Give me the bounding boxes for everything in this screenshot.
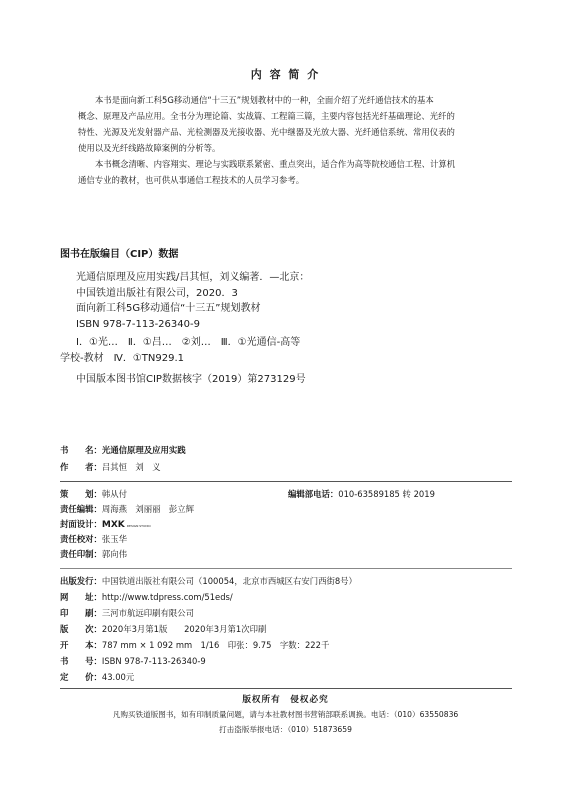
format-row <box>60 639 329 651</box>
edition-value: 2020年3月第1版 2020年3月第1次印刷 <box>101 624 267 634</box>
proofreader-row <box>60 533 127 545</box>
divider <box>60 481 512 482</box>
cover-design-row <box>60 518 151 530</box>
isbn-value: ISBN 978-7-113-26340-9 <box>101 656 206 666</box>
proofreader-label: 责任校对： <box>60 534 102 544</box>
cip-line: 中国铁道出版社有限公司，2020．3 <box>76 287 238 299</box>
print-supervisor-label: 责任印制： <box>60 549 102 559</box>
format-value: 787 mm × 1 092 mm 1/16 印张：9.75 字数：222千 <box>101 640 330 650</box>
print-supervisor-value: 郭向伟 <box>101 549 127 559</box>
isbn-label: 书 号： <box>60 656 102 666</box>
price-row <box>60 671 134 683</box>
summary-title: 内 容 简 介 <box>250 68 321 81</box>
summary-line: 本书是面向新工科5G移动通信“十三五”规划教材中的一种，全面介绍了光纤通信技术的基本 <box>95 95 434 105</box>
book-title-value: 光通信原理及应用实践 <box>101 445 186 455</box>
publisher-value: 中国铁道出版社有限公司（100054，北京市西城区右安门西街8号） <box>101 576 357 586</box>
responsible-editor-value: 周海燕 刘丽丽 彭立辉 <box>101 504 194 514</box>
format-label: 开 本： <box>60 640 102 650</box>
cip-heading: 图书在版编目（CIP）数据 <box>60 249 179 260</box>
responsible-editor-label: 责任编辑： <box>60 504 102 514</box>
summary-line: 通信专业的教材，也可供从事通信工程技术的人员学习参考。 <box>78 175 305 185</box>
printer-value: 三河市航远印刷有限公司 <box>101 608 194 618</box>
copyright-line: 版权所有 侵权必究 <box>242 695 329 705</box>
phone-label: 编辑部电话： <box>288 489 339 499</box>
book-author-row <box>60 461 161 473</box>
phone-value: 010-63589185 转 2019 <box>338 489 435 499</box>
planning-label: 策 划： <box>60 489 102 499</box>
cip-line: 面向新工科5G移动通信“十三五”规划教材 <box>76 303 261 314</box>
cip-core-number <box>60 372 306 388</box>
printer-row <box>60 607 194 619</box>
cip-entry <box>60 270 309 332</box>
edition-row <box>60 623 266 635</box>
cip-line: Ⅰ．①光… Ⅱ．①吕… ②刘… Ⅲ．①光通信-高等 <box>76 337 301 348</box>
summary-line: 使用以及光纤线路故障案例的分析等。 <box>78 143 221 153</box>
print-supervisor-row <box>60 548 127 560</box>
proofreader-value: 张玉华 <box>101 534 127 544</box>
cover-design-suffix: DESIGN STUDIO <box>126 524 151 528</box>
cover-design-value: MXK <box>101 520 125 530</box>
cip-line: ISBN 978-7-113-26340-9 <box>76 318 200 330</box>
book-author-value: 吕其恒 刘 义 <box>101 462 161 472</box>
divider <box>60 688 512 689</box>
summary-line: 概念、原理及产品应用。全书分为理论篇、实战篇、工程篇三篇，主要内容包括光纤基础理论、光纤的 <box>78 111 455 121</box>
book-title-row <box>60 444 186 456</box>
isbn-row <box>60 655 206 667</box>
cover-design-label: 封面设计： <box>60 519 102 529</box>
price-value: 43.00元 <box>101 672 135 682</box>
publisher-row <box>60 575 357 587</box>
edition-label: 版 次： <box>60 624 102 634</box>
summary-line: 本书概念清晰、内容翔实、理论与实践联系紧密、重点突出，适合作为高等院校通信工程、计算机 <box>95 159 456 169</box>
summary-line: 特性、光源及光发射器产品、光检测器及光接收器、光中继器及光放大器、光纤通信系统、常用仪表的 <box>78 127 455 137</box>
cip-line: 学校-教材 Ⅳ．①TN929.1 <box>60 352 185 364</box>
phone-row <box>288 488 435 500</box>
quality-notice: 凡购买铁道版图书，如有印制质量问题，请与本社教材图书营销部联系调换。电话：（010）63550836 <box>112 710 459 719</box>
printer-label: 印 刷： <box>60 608 102 618</box>
book-title-label: 书 名： <box>60 445 102 455</box>
cip-line: 光通信原理及应用实践/吕其恒，刘义编著．—北京： <box>76 272 310 283</box>
responsible-editor-row <box>60 503 194 515</box>
website-value: http://www.tdpress.com/51eds/ <box>101 592 233 602</box>
publisher-label: 出版发行： <box>60 576 102 586</box>
price-label: 定 价： <box>60 672 102 682</box>
website-label: 网 址： <box>60 592 102 602</box>
planning-value: 韩从付 <box>101 489 127 499</box>
divider <box>60 568 512 569</box>
website-row <box>60 591 233 603</box>
cip-line: 中国版本图书馆CIP数据核字（2019）第273129号 <box>76 374 306 385</box>
piracy-hotline: 打击盗版举报电话：（010）51873659 <box>219 725 352 734</box>
summary-paragraph-2 <box>78 156 492 188</box>
planning-row <box>60 488 127 500</box>
summary-paragraph-1 <box>78 92 492 156</box>
cip-subjects <box>60 335 300 366</box>
book-author-label: 作 者： <box>60 462 102 472</box>
